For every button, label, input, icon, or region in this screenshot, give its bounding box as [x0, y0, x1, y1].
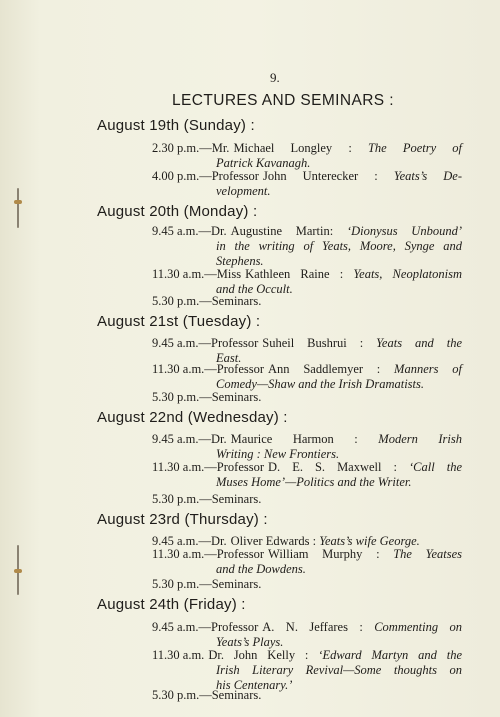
lecture-title: The Poetry of: [367, 141, 462, 155]
lecture-title: in the writing of Yeats, Moore, Synge and: [216, 239, 462, 253]
session-description-line: [262, 620, 462, 635]
speaker-name: Suheil Bushrui :: [262, 336, 377, 350]
day-heading: August 24th (Friday) :: [97, 596, 246, 613]
lecture-title: Commenting on: [374, 620, 462, 634]
session-description-line: [231, 224, 462, 239]
lecture-title: Modern Irish: [378, 432, 462, 446]
staple-bottom: [14, 545, 22, 595]
lecture-title: Patrick Kavanagh.: [216, 156, 311, 170]
session-time: 11.30 a.m.—Professor: [152, 362, 265, 376]
session-description-line: [231, 432, 462, 447]
session-description-line: [216, 184, 462, 199]
session-time: 9.45 a.m.—Dr.: [152, 432, 227, 446]
session-time: 5.30 p.m.—Seminars.: [152, 390, 262, 404]
speaker-name: William Murphy :: [268, 547, 394, 561]
session-description-line: [208, 648, 462, 663]
session-time: 2.30 p.m.—Mr.: [152, 141, 230, 155]
lecture-title: Yeats’s Plays.: [216, 635, 284, 649]
session-description-line: [263, 169, 462, 184]
speaker-name: Oliver Edwards :: [230, 534, 320, 548]
lecture-title: Yeats, Neoplatonism: [353, 267, 463, 281]
session-description-line: [216, 562, 462, 577]
speaker-name: Dr. John Kelly :: [208, 648, 319, 662]
session-description-line: [268, 362, 462, 377]
lecture-title: Yeats’s wife George.: [319, 534, 420, 548]
speaker-name: A. N. Jeffares :: [262, 620, 375, 634]
day-heading: August 21st (Tuesday) :: [97, 313, 261, 330]
lecture-title: Manners of: [394, 362, 462, 376]
lecture-title: East.: [216, 351, 242, 365]
session-time: 5.30 p.m.—Seminars.: [152, 688, 262, 702]
lecture-title: ‘Call the: [409, 460, 462, 474]
lecture-title: The Yeatses: [393, 547, 462, 561]
day-heading: August 22nd (Wednesday) :: [97, 409, 288, 426]
session-time: 11.30 a.m.—Professor: [152, 460, 265, 474]
speaker-name: Ann Saddlemyer :: [268, 362, 395, 376]
session-time: 9.45 a.m.—Dr.: [152, 224, 227, 238]
session-time: 5.30 p.m.—Seminars.: [152, 294, 262, 308]
page-number: 9.: [270, 70, 280, 85]
session-time: 11.30 a.m.—Miss: [152, 267, 242, 281]
lecture-title: Writing : New Frontiers.: [216, 447, 340, 461]
lecture-title: Irish Literary Revival—Some thoughts on: [216, 663, 462, 677]
speaker-name: Kathleen Raine :: [245, 267, 354, 281]
lecture-title: Yeats’s De-: [393, 169, 463, 183]
speaker-name: John Unterecker :: [262, 169, 394, 183]
lecture-title: Muses Home’—Politics and the Writer.: [216, 475, 412, 489]
lecture-title: velopment.: [216, 184, 271, 198]
speaker-name: Michael Longley :: [233, 141, 368, 155]
page-title: LECTURES AND SEMINARS :: [172, 92, 394, 109]
session-description-line: [216, 239, 462, 254]
session-description-line: [268, 547, 462, 562]
lecture-title: Comedy—Shaw and the Irish Dramatists.: [216, 377, 424, 391]
session-description-line: [245, 267, 462, 282]
speaker-name: Augustine Martin:: [230, 224, 347, 238]
session-description-line: [268, 460, 462, 475]
session-description-line: [233, 141, 462, 156]
staple-top: [14, 188, 22, 228]
session-time: 9.45 a.m.—Dr.: [152, 534, 227, 548]
speaker-name: Maurice Harmon :: [230, 432, 379, 446]
session-time: 9.45 a.m.—Professor: [152, 620, 259, 634]
session-time: 9.45 a.m.—Professor: [152, 336, 259, 350]
lecture-title: and the Dowdens.: [216, 562, 306, 576]
session-time: 11.30 a.m.: [152, 648, 205, 662]
session-description-line: [216, 663, 462, 678]
lecture-title: his Centenary.’: [216, 678, 293, 692]
lecture-title: ‘Dionysus Unbound’: [346, 224, 462, 238]
day-heading: August 19th (Sunday) :: [97, 117, 255, 134]
day-heading: August 23rd (Thursday) :: [97, 511, 268, 528]
session-time: 4.00 p.m.—Professor: [152, 169, 259, 183]
lecture-title: Stephens.: [216, 254, 264, 268]
lecture-title: ‘Edward Martyn and the: [318, 648, 462, 662]
lecture-title: and the Occult.: [216, 282, 293, 296]
session-time: 11.30 a.m.—Professor: [152, 547, 265, 561]
session-time: 5.30 p.m.—Seminars.: [152, 492, 262, 506]
session-description-line: [262, 336, 462, 351]
session-time: 5.30 p.m.—Seminars.: [152, 577, 262, 591]
day-heading: August 20th (Monday) :: [97, 203, 258, 220]
session-description-line: [216, 475, 462, 490]
speaker-name: D. E. S. Maxwell :: [268, 460, 410, 474]
lecture-title: Yeats and the: [376, 336, 462, 350]
